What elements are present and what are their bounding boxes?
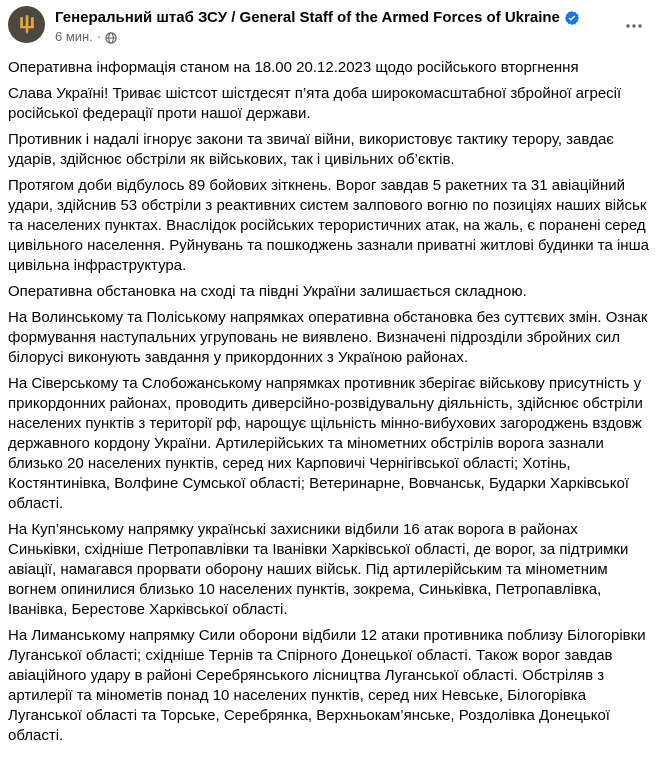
post-paragraph: На Сіверському та Слобожанському напрямках противник зберігає військову присутність у прикордонних районах, проводить диверсійно-розвідувальну діяльність, здійснює обстріли населених пунктів з території рф, нарощує щільність мінно-вибухових загороджень вздовж державного кордону України. Артилерійських та мінометних обстрілів ворога зазнали близько 20 населених пунктів, серед них Карповичі Чернігівської області; Хотінь, Костянтинівка, Волфине Сумської області; Ветеринарне, Вовчанськ, Бударки Харківської області. <box>8 375 643 512</box>
post-timestamp[interactable]: 6 мин. <box>55 29 93 44</box>
meta-separator: · <box>96 29 102 44</box>
ukraine-trident-icon <box>16 14 38 36</box>
post-header <box>0 0 663 45</box>
post-paragraph: Оперативна обстановка на сході та півдні України залишається складною. <box>8 283 527 300</box>
globe-public-icon <box>105 31 117 43</box>
post-options-button[interactable] <box>620 14 648 38</box>
ellipsis-icon <box>625 23 643 29</box>
page-name-row <box>55 8 579 27</box>
post-paragraph: Противник і надалі ігнорує закони та звичаї війни, використовує тактику терору, завдає ударів, здійснює обстріли як військових, так і цивільних об’єктів. <box>8 131 614 168</box>
page-avatar[interactable] <box>8 6 45 43</box>
post-paragraph: Протягом доби відбулось 89 бойових зіткнень. Ворог завдав 5 ракетних та 31 авіаційний удари, здійснив 53 обстріли з реактивних систем залпового вогню по позиціях наших військ та населених пунктах. Внаслідок російських терористичних атак, на жаль, є поранені серед цивільного населення. Руйнувань та пошкоджень зазнали приватні житлові будинки та інша цивільна інфраструктура. <box>8 177 649 274</box>
post-paragraph: Оперативна інформація станом на 18.00 20.12.2023 щодо російського вторгнення <box>8 59 579 76</box>
post-paragraph: Слава Україні! Триває шістсот шістдесят п’ята доба широкомасштабної збройної агресії російської федерації проти нашої держави. <box>8 85 622 122</box>
verified-badge-icon <box>565 11 579 25</box>
post-paragraph: На Волинському та Поліському напрямках оперативна обстановка без суттєвих змін. Ознак формування наступальних угруповань не виявлено. Визначені підрозділи збройних сил білорусі виконують завдання у прикордонних з Україною районах. <box>8 309 648 366</box>
post-paragraph: На Куп’янському напрямку українські захисники відбили 16 атак ворога в районах Синьківки, східніше Петропавлівки та Іванівки Харківської області, де ворог, за підтримки авіації, намагався прорвати оборону наших військ. Під артилерійським та мінометним вогнем опинилися близько 10 населених пунктів, зокрема, Синьківка, Петропавлівка, Іванівка, Берестове Харківської області. <box>8 521 629 618</box>
post-text <box>0 45 663 746</box>
page-name-link[interactable]: Генеральний штаб ЗСУ / General Staff of the Armed Forces of Ukraine <box>55 9 560 26</box>
post-paragraph: На Лиманському напрямку Сили оборони відбили 12 атаки противника поблизу Білогорівки Луганської області; східніше Тернів та Спірного Донецької області. Також ворог завдав авіаційного удару в районі Серебрянського лісництва Луганської області. Обстріляв з артилерії та мінометів понад 10 населених пунктів, серед них Невське, Білогорівка Луганської області та Торське, Серебрянка, Верхньокам’янське, Роздолівка Донецької області. <box>8 627 646 744</box>
post-meta-row <box>55 28 579 45</box>
header-info <box>55 6 579 45</box>
